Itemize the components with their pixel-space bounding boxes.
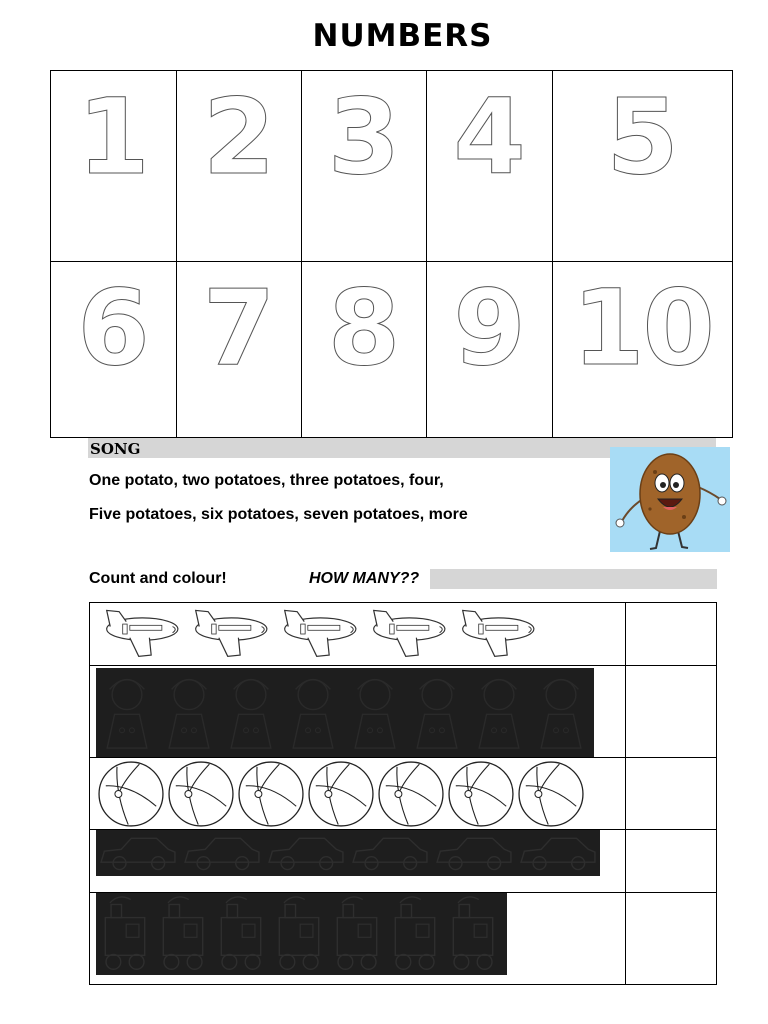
how-many-question: HOW MANY??: [309, 570, 420, 587]
song-title: SONG: [90, 440, 141, 458]
car-strip: [96, 830, 600, 876]
count-row-balls: [90, 758, 716, 830]
beach-ball-icon: [376, 760, 446, 828]
beach-ball-icon: [236, 760, 306, 828]
car-picture[interactable]: [516, 830, 600, 876]
airplane-picture[interactable]: [274, 603, 363, 665]
number-cell: [427, 262, 553, 437]
beach-ball-picture[interactable]: [306, 760, 376, 828]
airplane-picture[interactable]: [185, 603, 274, 665]
number-outline: 7: [202, 267, 276, 389]
number-outline: 8: [327, 267, 401, 389]
count-row-girls: [90, 666, 716, 758]
train-icon: [212, 893, 270, 975]
girl-strip: [96, 668, 594, 757]
beach-ball-picture[interactable]: [166, 760, 236, 828]
count-instruction: Count and colour!: [89, 570, 227, 587]
number-grid: [50, 70, 733, 438]
car-icon: [516, 830, 600, 876]
beach-ball-picture[interactable]: [446, 760, 516, 828]
girl-icon: [158, 668, 220, 757]
train-picture[interactable]: [386, 893, 444, 975]
answer-box[interactable]: [625, 758, 716, 829]
beach-ball-icon: [446, 760, 516, 828]
train-picture[interactable]: [154, 893, 212, 975]
number-cell: [553, 262, 732, 437]
beach-ball-picture[interactable]: [96, 760, 166, 828]
airplane-icon: [452, 603, 541, 665]
answer-box[interactable]: [625, 830, 716, 892]
girl-icon: [344, 668, 406, 757]
number-outline: 3: [327, 76, 401, 198]
number-outline: 6: [77, 267, 150, 389]
car-picture[interactable]: [264, 830, 348, 876]
number-cell: [427, 71, 553, 262]
train-picture[interactable]: [212, 893, 270, 975]
count-row-airplanes: [90, 603, 716, 666]
number-outline: 2: [202, 76, 276, 198]
number-cell: [302, 71, 427, 262]
girl-icon: [96, 668, 158, 757]
car-icon: [348, 830, 432, 876]
car-icon: [96, 830, 180, 876]
girl-picture[interactable]: [96, 668, 158, 757]
car-picture[interactable]: [96, 830, 180, 876]
number-outline: 1: [77, 76, 150, 198]
number-cell: [553, 71, 732, 262]
car-picture[interactable]: [180, 830, 264, 876]
song-line-2: Five potatoes, six potatoes, seven potatoes, more: [89, 506, 468, 523]
train-picture[interactable]: [444, 893, 502, 975]
number-cell: [177, 262, 302, 437]
beach-ball-icon: [516, 760, 586, 828]
airplane-picture[interactable]: [452, 603, 541, 665]
train-icon: [328, 893, 386, 975]
answer-box[interactable]: [625, 603, 716, 665]
girl-picture[interactable]: [282, 668, 344, 757]
count-row-trains: [90, 893, 716, 984]
train-picture[interactable]: [270, 893, 328, 975]
train-icon: [270, 893, 328, 975]
number-cell: [51, 262, 177, 437]
airplane-icon: [185, 603, 274, 665]
airplane-icon: [363, 603, 452, 665]
train-icon: [154, 893, 212, 975]
number-outline: 10: [572, 267, 713, 389]
airplane-strip: [96, 603, 542, 665]
girl-icon: [406, 668, 468, 757]
page-title: NUMBERS: [312, 18, 493, 54]
number-outline: 5: [606, 76, 679, 198]
car-icon: [264, 830, 348, 876]
train-picture[interactable]: [328, 893, 386, 975]
airplane-icon: [274, 603, 363, 665]
number-outline: 4: [453, 76, 526, 198]
girl-picture[interactable]: [158, 668, 220, 757]
airplane-picture[interactable]: [96, 603, 185, 665]
car-picture[interactable]: [348, 830, 432, 876]
girl-icon: [468, 668, 530, 757]
girl-picture[interactable]: [406, 668, 468, 757]
beach-ball-picture[interactable]: [376, 760, 446, 828]
number-cell: [51, 71, 177, 262]
train-icon: [96, 893, 154, 975]
girl-icon: [530, 668, 592, 757]
girl-picture[interactable]: [530, 668, 592, 757]
answer-shading-bar: [430, 569, 717, 589]
train-picture[interactable]: [96, 893, 154, 975]
girl-picture[interactable]: [468, 668, 530, 757]
song-line-1: One potato, two potatoes, three potatoes, four,: [89, 472, 444, 489]
car-picture[interactable]: [432, 830, 516, 876]
girl-picture[interactable]: [344, 668, 406, 757]
beach-ball-icon: [96, 760, 166, 828]
girl-icon: [220, 668, 282, 757]
count-row-cars: [90, 830, 716, 893]
ball-strip: [96, 760, 586, 828]
number-cell: [177, 71, 302, 262]
train-strip: [96, 893, 507, 975]
beach-ball-icon: [306, 760, 376, 828]
train-icon: [386, 893, 444, 975]
airplane-picture[interactable]: [363, 603, 452, 665]
car-icon: [180, 830, 264, 876]
airplane-icon: [96, 603, 185, 665]
beach-ball-icon: [166, 760, 236, 828]
girl-picture[interactable]: [220, 668, 282, 757]
potato-character-image: [610, 447, 730, 552]
beach-ball-picture[interactable]: [516, 760, 586, 828]
number-cell: [302, 262, 427, 437]
train-icon: [444, 893, 502, 975]
car-icon: [432, 830, 516, 876]
beach-ball-picture[interactable]: [236, 760, 306, 828]
answer-box[interactable]: [625, 666, 716, 757]
counting-table: [89, 602, 717, 985]
girl-icon: [282, 668, 344, 757]
answer-box[interactable]: [625, 893, 716, 984]
number-outline: 9: [453, 267, 526, 389]
